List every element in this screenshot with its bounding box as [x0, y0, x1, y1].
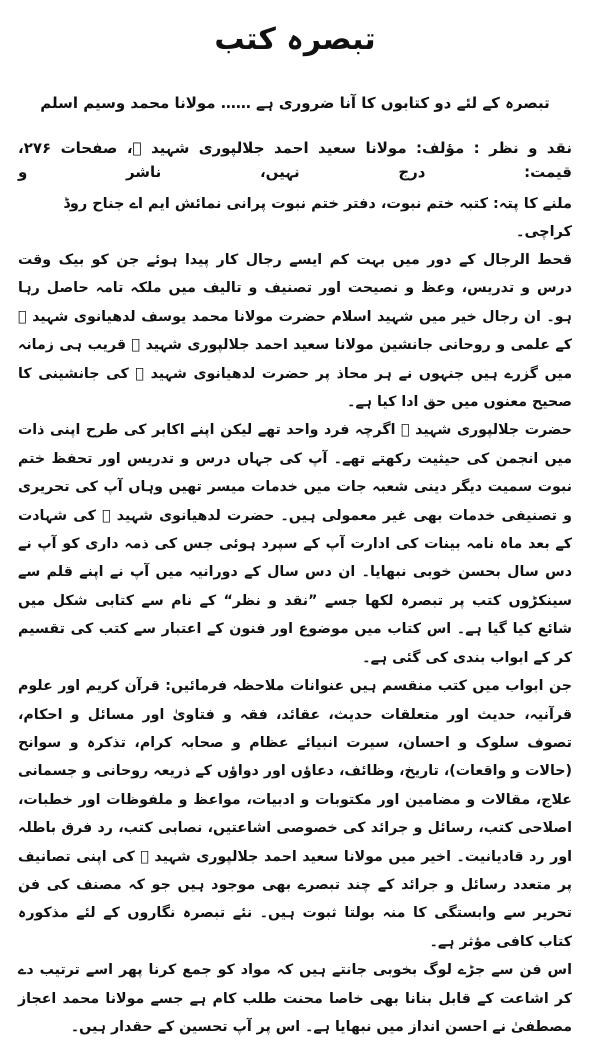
paragraph: قحط الرجال کے دور میں بہت کم ایسے رجال کار پیدا ہوئے جن کو بیک وقت درس و تدریس، وعظ و نصیحت اور تصنیف و تالیف میں ملکہ تامہ حاصل رہا ہو۔ ان رجال خیر میں شہید اسلام حضرت مولانا محمد یوسف لدھیانوی شہید ﷫ کے علمی و روحانی جانشین مولانا سعید احمد جلالپوری شہید ﷫ قریب ہی زمانہ میں گزرے ہیں جنہوں نے ہر محاذ پر حضرت لدھیانوی شہید ﷫ کی جانشینی کا صحیح معنوں میں حق ادا کیا ہے۔: [18, 252, 572, 411]
page-title: تبصرہ کتب: [214, 22, 376, 57]
review-body: [18, 246, 572, 1041]
paragraph: جن ابواب میں کتب منقسم ہیں عنوانات ملاحظہ فرمائیں: قرآن کریم اور علوم قرآنیہ، حدیث اور متعلقات حدیث، عقائد، فقہ و فتاویٰ اور مسائل و احکام، تصوف سلوک و احسان، سیرت انبیائے عظام و صحابہ کرام، تذکرہ و سوانح (حالات و واقعات)، تاریخ، وظائف، دعاؤں اور دواؤں کے ذریعہ روحانی و جسمانی علاج، مقالات و مضامین اور مکتوبات و ادبیات، مواعظ و ملفوظات اور خطبات، اصلاحی کتب، رسائل و جرائد کی خصوصی اشاعتیں، نصابی کتب، رد فرق باطلہ اور رد قادیانیت۔ اخیر میں مولانا سعید احمد جلالپوری شہید ﷫ کی اپنی تصانیف پر متعدد رسائل و جرائد کے چند تبصرے بھی موجود ہیں جو کہ مصنف کی فن تحریر سے وابستگی کا منہ بولتا ثبوت ہیں۔ نئے تبصرہ نگاروں کے لئے مذکورہ کتاب کافی مؤثر ہے۔: [18, 678, 572, 950]
review-book-details: نقد و نظر : مؤلف: مولانا سعید احمد جلالپوری شہید ﷫، صفحات ۲۷۶، قیمت: درج نہیں، ناشر و: [18, 139, 572, 181]
publisher-address: ملنے کا پتہ: کتبہ ختم نبوت، دفتر ختم نبوت پرانی نمائش ایم اے جناح روڈ کراچی۔: [63, 196, 572, 240]
paragraph: حضرت جلالپوری شہید ﷫ اگرچہ فرد واحد تھے لیکن اپنے اکابر کی طرح اپنی ذات میں انجمن کی حیثیت رکھتے تھے۔ آپ کی جہاں درس و تدریس اور تحفظ ختم نبوت سمیت دیگر دینی شعبہ جات میں خدمات میسر تھیں وہاں آپ کی تحریری و تصنیفی خدمات بھی غیر معمولی ہیں۔ حضرت لدھیانوی شہید ﷫ کی شہادت کے بعد ماہ نامہ بینات کی ادارت آپ کے سپرد ہوئی جس کی ذمہ داری کو آپ نے دس سال بحسن خوبی نبھایا۔ ان دس سال کے دورانیہ میں آپ نے اپنے قلم سے سینکڑوں کتب پر تبصرہ لکھا جسے ”نقد و نظر“ کے نام سے کتابی شکل میں شائع کیا گیا ہے۔ اس کتاب میں موضوع اور فنون کے اعتبار سے کتب کی تقسیم کر کے ابواب بندی کی گئی ہے۔: [18, 422, 572, 666]
paragraph: اس فن سے جڑے لوگ بخوبی جانتے ہیں کہ مواد کو جمع کرنا پھر اسے ترتیب دے کر اشاعت کے قابل بنانا بھی خاصا محنت طلب کام ہے جسے مولانا محمد اعجاز مصطفیٰ نے احسن انداز میں نبھایا ہے۔ اس پر آپ تحسین کے حقدار ہیں۔: [18, 962, 572, 1035]
subtitle-note: تبصرہ کے لئے دو کتابوں کا آنا ضروری ہے …… مولانا محمد وسیم اسلم: [40, 94, 550, 112]
